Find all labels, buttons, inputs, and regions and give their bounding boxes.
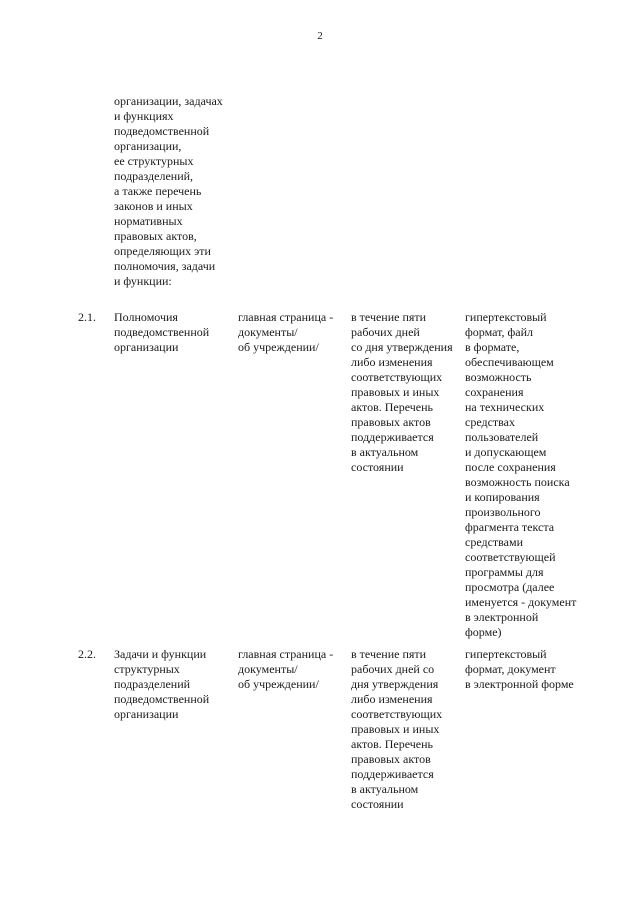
row-deadline: в течение пяти рабочих дней со дня утверждения либо изменения соответствующих правовых и иных актов. Перечень правовых актов поддерживается в актуальном состоянии: [351, 310, 453, 474]
row-format: гипертекстовый формат, документ в электронной форме: [465, 647, 574, 691]
row-number: 2.2.: [78, 647, 96, 661]
row-location: главная страница - документы/ об учреждении/: [238, 647, 334, 691]
carryover-text: организации, задачах и функциях подведомственной организации, ее структурных подразделений, а также перечень законов и иных нормативных правовых актов, определяющих эти полномочия, задачи и функции:: [114, 94, 223, 288]
row-number: 2.1.: [78, 310, 96, 324]
page-number: 2: [317, 30, 323, 42]
row-name: Задачи и функции структурных подразделений подведомственной организации: [114, 647, 210, 721]
row-format: гипертекстовый формат, файл в формате, обеспечивающем возможность сохранения на технических средствах пользователей и допускающем после сохранения возможность поиска и копирования произвольного фрагмента текста средствами соответствующей программы для просмотра (далее именуется - документ в электронной форме): [465, 310, 577, 639]
row-name: Полномочия подведомственной организации: [114, 310, 210, 354]
row-location: главная страница - документы/ об учреждении/: [238, 310, 334, 354]
row-deadline: в течение пяти рабочих дней со дня утверждения либо изменения соответствующих правовых и иных актов. Перечень правовых актов поддерживается в актуальном состоянии: [351, 647, 443, 811]
